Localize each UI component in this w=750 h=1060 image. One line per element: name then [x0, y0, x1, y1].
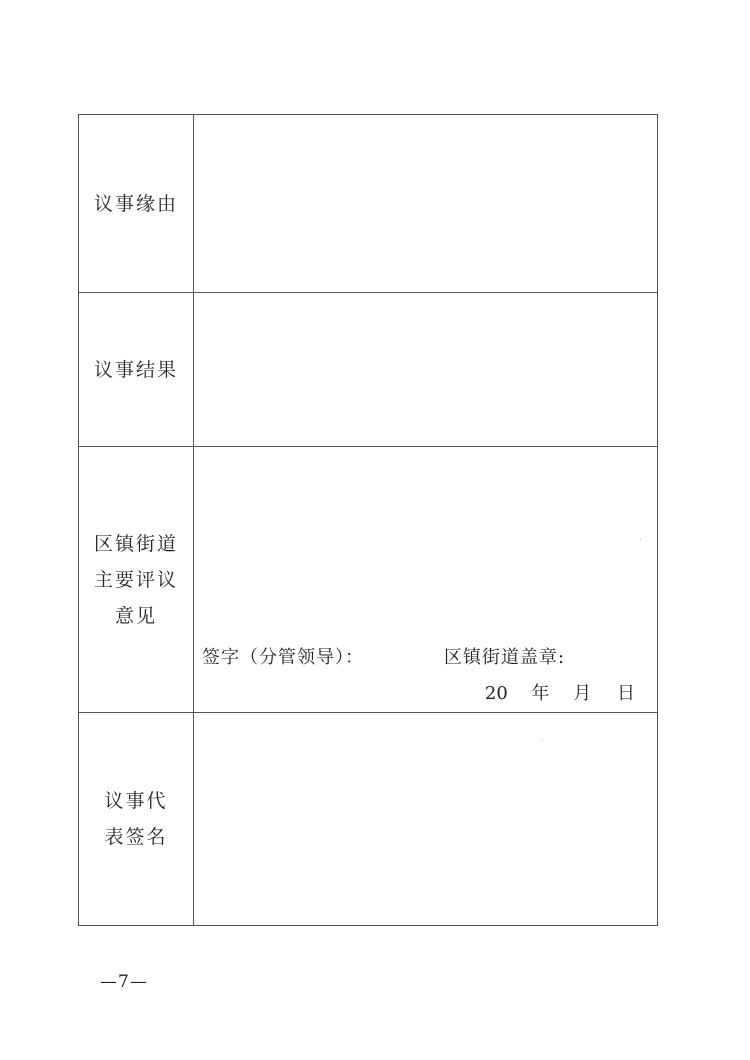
scan-speck: [640, 539, 641, 540]
meeting-record-form: [78, 114, 658, 926]
scan-speck: [542, 739, 543, 740]
signatures-row: [79, 712, 658, 925]
signatures-content-cell[interactable]: [194, 712, 658, 925]
date-day-suffix: 日: [617, 683, 635, 705]
reason-label: 议事缘由: [93, 192, 178, 215]
date-line: [485, 679, 635, 705]
result-label: 议事结果: [93, 358, 178, 381]
reason-content-cell[interactable]: [194, 115, 658, 293]
opinion-label-cell: [79, 447, 194, 712]
signatures-label-line-2: 表签名: [104, 825, 168, 848]
opinion-label-line-1: 区镇街道: [93, 532, 178, 555]
opinion-row: [79, 447, 658, 712]
result-content-cell[interactable]: [194, 293, 658, 447]
result-label-cell: [79, 293, 194, 447]
signature-label: 签字（分管领导）：: [202, 647, 364, 669]
page-number: —7—: [100, 972, 148, 992]
reason-row: [79, 115, 658, 293]
signatures-label-line-1: 议事代: [104, 789, 168, 812]
signatures-label-cell: [79, 712, 194, 925]
opinion-content-cell[interactable]: [194, 447, 658, 712]
opinion-label-line-3: 意见: [114, 604, 157, 627]
opinion-label-line-2: 主要评议: [93, 568, 178, 591]
date-year-suffix: 年: [531, 683, 550, 705]
reason-label-cell: [79, 115, 194, 293]
result-row: [79, 293, 658, 447]
seal-label: 区镇街道盖章:: [444, 647, 566, 669]
date-month-suffix: 月: [573, 683, 592, 705]
date-year-prefix: 20: [484, 683, 508, 705]
